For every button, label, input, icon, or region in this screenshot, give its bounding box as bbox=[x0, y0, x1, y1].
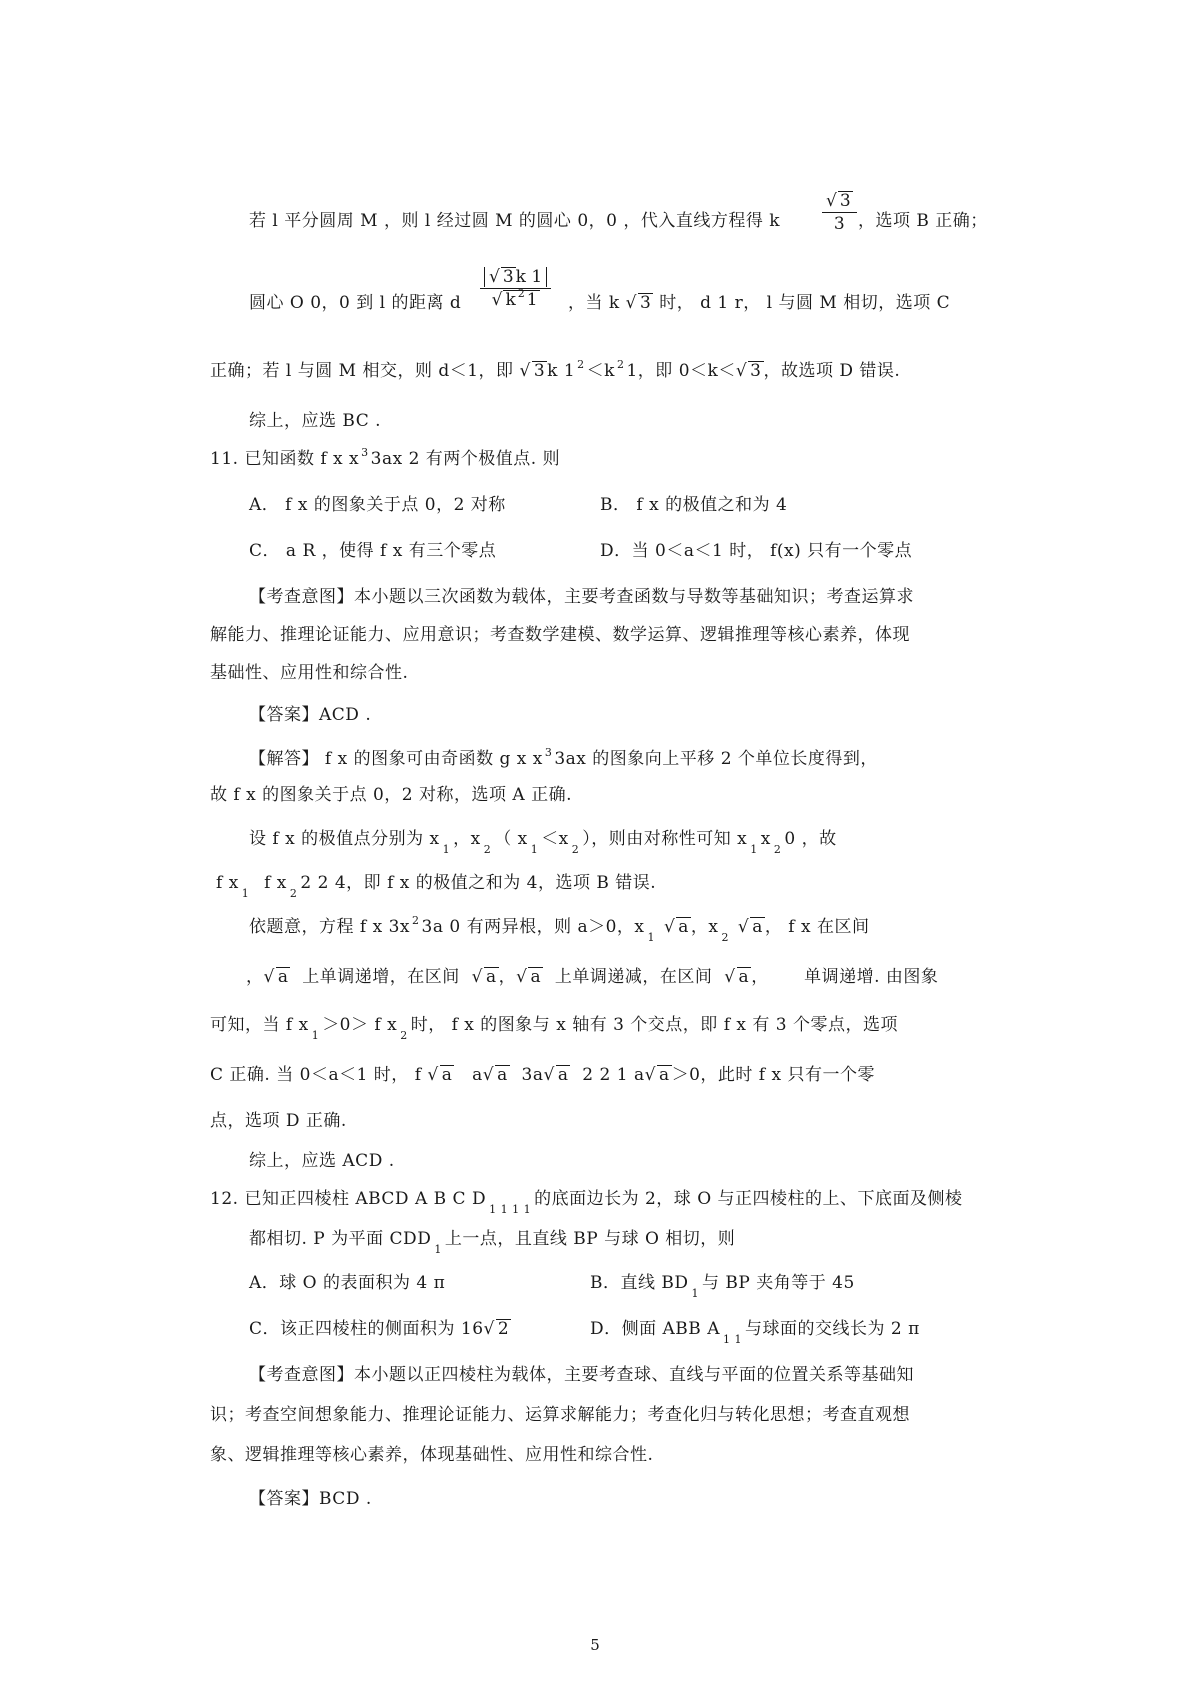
q11-intent-3: 基础性、应用性和综合性. bbox=[210, 663, 409, 683]
q12-intent-3: 象、逻辑推理等核心素养，体现基础性、应用性和综合性. bbox=[210, 1445, 654, 1465]
q11-solution-3: 设 f x 的极值点分别为 $x_1$，$x_2$（ $x_1<x_2$），则由对称性可知 $x_1x_20$ ，故 bbox=[249, 829, 837, 856]
q11-option-a: A． f x 的图象关于点 0，2 对称 bbox=[249, 495, 506, 515]
fraction-distance: $\frac{√ 3 k 1}{√ k ^2 1}$ bbox=[480, 266, 551, 311]
page-number: 5 bbox=[590, 1636, 600, 1654]
question-12-stem-1: 12. 已知正四棱柱 ABCD A B C $D_{1 1 1 1}$的底面边长为 2，球 O 与正四棱柱的上、下底面及侧棱 bbox=[210, 1189, 963, 1216]
q11-summary: 综上，应选 ACD . bbox=[249, 1151, 395, 1171]
q12-answer: 【答案】BCD . bbox=[249, 1489, 372, 1509]
question-11-stem: 11. 已知函数 f x x $^3$ 3ax 2 有两个极值点. 则 bbox=[210, 446, 561, 469]
q11-solution-8: C 正确. 当 0＜a＜1 时， f √ a a√ a 3a√ a 2 2 1 a√ a ＞0，此时 f x 只有一个零 bbox=[210, 1065, 875, 1085]
q11-solution-7: 可知，当 f $x_1>0> f$ $x_2$时， f x 的图象与 x 轴有 3 个交点，即 f x 有 3 个零点，选项 bbox=[210, 1015, 899, 1042]
q11-solution-9: 点，选项 D 正确. bbox=[210, 1111, 347, 1131]
q11-intent-1: 【考查意图】本小题以三次函数为载体，主要考查函数与导数等基础知识；考查运算求 bbox=[249, 587, 914, 607]
line-2-tail: ，当 k √ 3 时， d 1 r， l 与圆 M 相切，选项 C bbox=[568, 293, 951, 313]
line-4: 综上，应选 BC . bbox=[249, 411, 382, 431]
q12-option-c: C．该正四棱柱的侧面积为 16√ 2 bbox=[249, 1319, 510, 1339]
q12-intent-1: 【考查意图】本小题以正四棱柱为载体，主要考查球、直线与平面的位置关系等基础知 bbox=[249, 1365, 914, 1385]
q12-option-d: D．侧面 ABB $A_{1 1}$与球面的交线长为 2 π bbox=[590, 1319, 920, 1346]
q12-intent-2: 识；考查空间想象能力、推理论证能力、运算求解能力；考查化归与转化思想；考查直观想 bbox=[210, 1405, 910, 1425]
q11-solution-4: f $x_1$ f $x_22$ 2 4，即 f x 的极值之和为 4，选项 B 错误. bbox=[216, 873, 657, 900]
q11-solution-6: ，√ a 上单调递增，在区间 √ a ，√ a 上单调递减，在区间 √ a ， 单调递增. 由图象 bbox=[246, 967, 939, 987]
q11-intent-2: 解能力、推理论证能力、应用意识；考查数学建模、数学运算、逻辑推理等核心素养，体现 bbox=[210, 625, 910, 645]
q11-solution-1: 【解答】 f x 的图象可由奇函数 g x x $^3$ 3ax 的图象向上平移 2 个单位长度得到， bbox=[249, 746, 878, 769]
q11-answer: 【答案】ACD . bbox=[249, 705, 372, 725]
q11-option-c: C． a R ，使得 f x 有三个零点 bbox=[249, 541, 497, 561]
q12-option-a: A．球 O 的表面积为 4 π bbox=[249, 1273, 446, 1293]
q11-option-b: B． f x 的极值之和为 4 bbox=[600, 495, 788, 515]
q11-option-d: D．当 0＜a＜1 时， f(x) 只有一个零点 bbox=[600, 541, 913, 561]
line-1-tail: ，选项 B 正确； bbox=[858, 211, 988, 231]
q11-solution-5: 依题意，方程 f x 3x $^2$ 3a 0 有两异根，则 a＞0，$x_1$ √ a ，$x_2$ √ a ， f x 在区间 bbox=[249, 914, 870, 944]
question-12-stem-2: 都相切. P 为平面 $CDD_1$上一点，且直线 BP 与球 O 相切，则 bbox=[249, 1229, 736, 1256]
line-3: 正确；若 l 与圆 M 相交，则 d＜1，即 √ 3 k 1 $^2$ ＜k $^2$ 1，即 0＜k＜√ 3 ，故选项 D 错误. bbox=[210, 358, 901, 381]
line-2: 圆心 O 0，0 到 l 的距离 d bbox=[249, 293, 462, 313]
fraction-sqrt3-over-3: $\frac{√ 3}{3}$ bbox=[822, 190, 857, 235]
line-1: 若 l 平分圆周 M ，则 l 经过圆 M 的圆心 0，0 ，代入直线方程得 k bbox=[249, 211, 781, 231]
q11-solution-2: 故 f x 的图象关于点 0，2 对称，选项 A 正确. bbox=[210, 785, 573, 805]
q12-option-b: B．直线 $BD_1$与 BP 夹角等于 45 bbox=[590, 1273, 855, 1300]
